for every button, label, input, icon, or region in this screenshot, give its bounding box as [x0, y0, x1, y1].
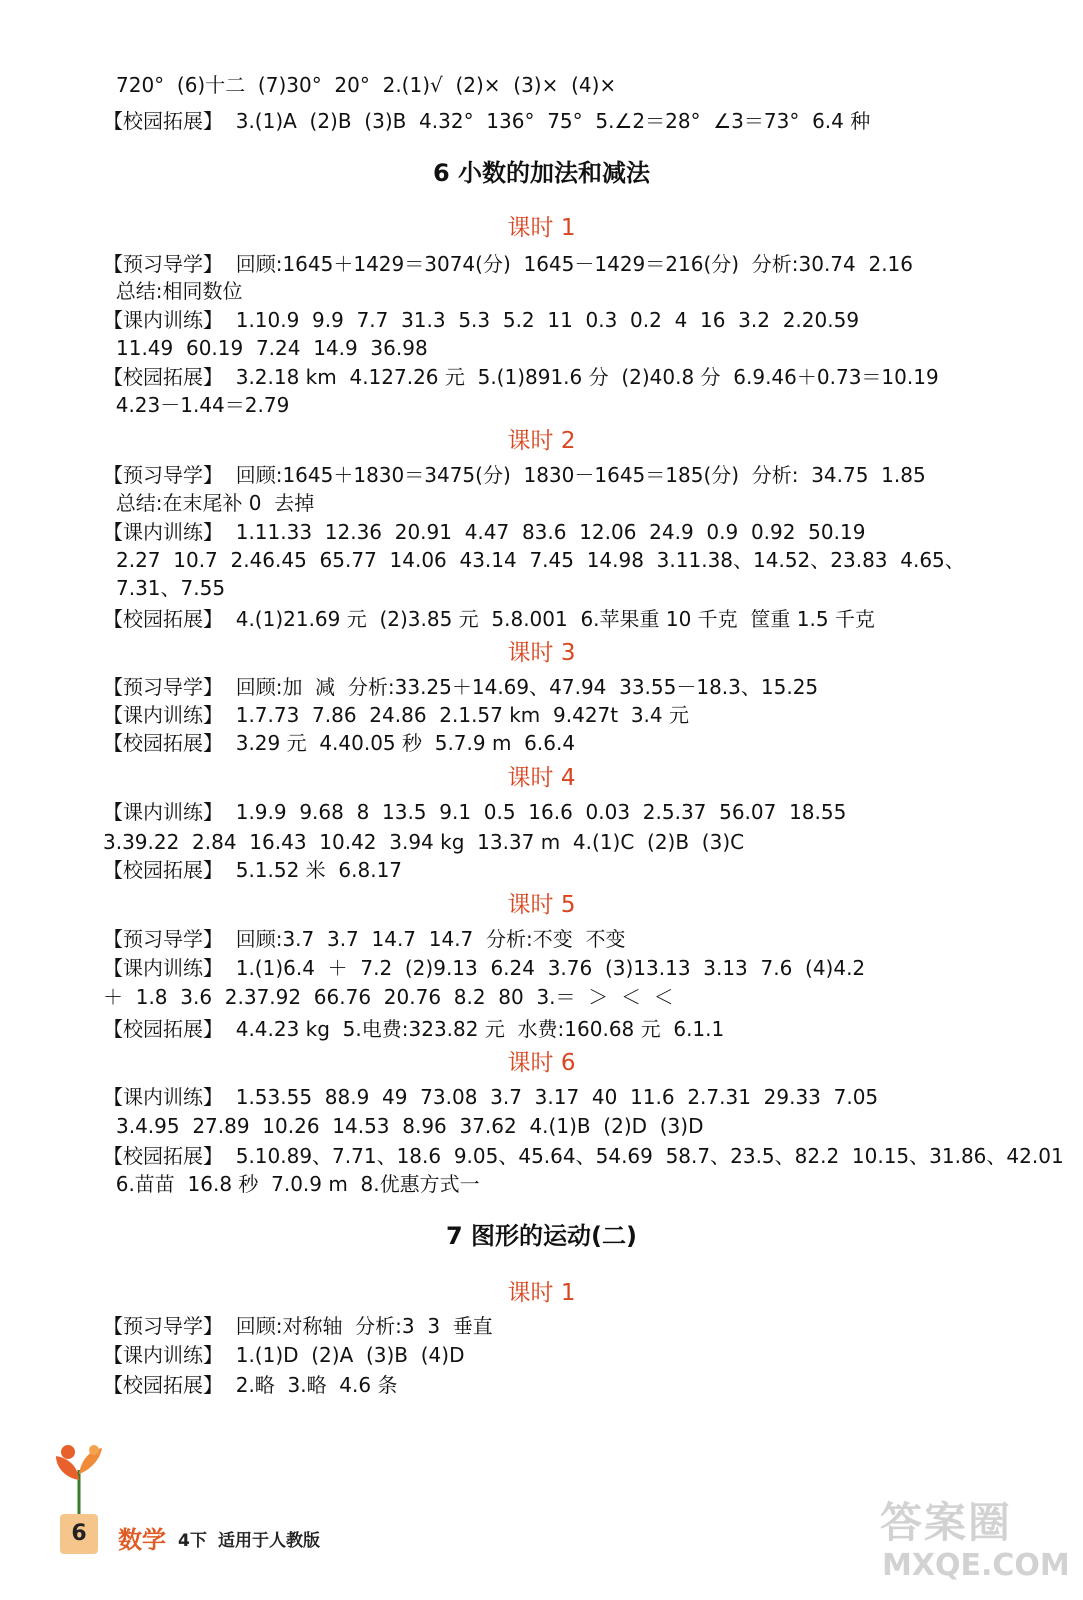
section-title: 7 图形的运动(二) [446, 1222, 637, 1250]
answer-line: 【校园拓展】 4.4.23 kg 5.电费:323.82 元 水费:160.68 元 6.1.1 [103, 1017, 725, 1041]
answer-line: 总结:相同数位 [103, 279, 243, 303]
answer-line: 【课内训练】 1.9.9 9.68 8 13.5 9.1 0.5 16.6 0.03 2.5.37 56.07 18.55 [103, 800, 847, 824]
answer-line: 7.31、7.55 [116, 576, 226, 600]
answer-line: 【预习导学】 回顾:对称轴 分析:3 3 垂直 [103, 1314, 493, 1338]
answer-line: 总结:在末尾补 0 去掉 [103, 491, 315, 515]
book-grade: 4下 [178, 1531, 207, 1551]
section-title: 6 小数的加法和减法 [432, 159, 651, 187]
answer-line: 【预习导学】 回顾:1645＋1830＝3475(分) 1830－1645＝185(分) 分析: 34.75 1.85 [103, 463, 926, 487]
sprout-icon [48, 1440, 110, 1518]
answer-line: 【校园拓展】 3.29 元 4.40.05 秒 5.7.9 m 6.6.4 [103, 731, 576, 755]
lesson-heading: 课时 6 [507, 1050, 576, 1076]
page-footer [0, 1440, 1083, 1600]
answer-line: 【预习导学】 回顾:加 减 分析:33.25＋14.69、47.94 33.55－18.3、15.25 [103, 675, 819, 699]
answer-line: 【课内训练】 1.(1)D (2)A (3)B (4)D [103, 1343, 465, 1367]
book-title: 数学 [118, 1526, 166, 1554]
lesson-heading: 课时 3 [507, 640, 576, 666]
answer-line: 【预习导学】 回顾:3.7 3.7 14.7 14.7 分析:不变 不变 [103, 927, 626, 951]
answer-line: 【课内训练】 1.10.9 9.9 7.7 31.3 5.3 5.2 11 0.3 0.2 4 16 3.2 2.20.59 [103, 308, 860, 332]
answer-line: 【校园拓展】 3.(1)A (2)B (3)B 4.32° 136° 75° 5.∠2＝28° ∠3＝73° 6.4 种 [103, 109, 871, 133]
answer-line: 【预习导学】 回顾:1645＋1429＝3074(分) 1645－1429＝216(分) 分析:30.74 2.16 [103, 252, 913, 276]
answer-line: 3.39.22 2.84 16.43 10.42 3.94 kg 13.37 m 4.(1)C (2)B (3)C [103, 830, 745, 854]
lesson-heading: 课时 1 [507, 1280, 576, 1306]
answer-line: 【课内训练】 1.53.55 88.9 49 73.08 3.7 3.17 40 11.6 2.7.31 29.33 7.05 [103, 1085, 879, 1109]
answer-line: 【校园拓展】 3.2.18 km 4.127.26 元 5.(1)891.6 分 (2)40.8 分 6.9.46＋0.73＝10.19 [103, 365, 939, 389]
lesson-heading: 课时 2 [507, 428, 576, 454]
answer-line: 【课内训练】 1.11.33 12.36 20.91 4.47 83.6 12.06 24.9 0.9 0.92 50.19 [103, 520, 866, 544]
answer-line: 【校园拓展】 5.10.89、7.71、18.6 9.05、45.64、54.69 58.7、23.5、82.2 10.15、31.86、42.01 [103, 1144, 1064, 1168]
answer-line: 2.27 10.7 2.46.45 65.77 14.06 43.14 7.45 14.98 3.11.38、14.52、23.83 4.65、 [116, 548, 965, 572]
answer-line: 【校园拓展】 2.略 3.略 4.6 条 [103, 1373, 398, 1397]
answer-line: 720° (6)十二 (7)30° 20° 2.(1)√ (2)× (3)× (4)× [116, 73, 617, 97]
answer-line: ＋ 1.8 3.6 2.37.92 66.76 20.76 8.2 80 3.＝ ＞ ＜ ＜ [103, 985, 674, 1009]
book-edition: 适用于人教版 [218, 1531, 320, 1551]
answer-line: 6.苗苗 16.8 秒 7.0.9 m 8.优惠方式一 [103, 1172, 480, 1196]
watermark-site: MXQE.COM [882, 1548, 1070, 1583]
answer-line: 【课内训练】 1.7.73 7.86 24.86 2.1.57 km 9.427t 3.4 元 [103, 703, 689, 727]
lesson-heading: 课时 4 [507, 765, 576, 791]
answer-line: 【课内训练】 1.(1)6.4 ＋ 7.2 (2)9.13 6.24 3.76 (3)13.13 3.13 7.6 (4)4.2 [103, 956, 866, 980]
watermark [880, 1490, 1070, 1590]
answer-line: 【校园拓展】 4.(1)21.69 元 (2)3.85 元 5.8.001 6.苹果重 10 千克 筐重 1.5 千克 [103, 607, 875, 631]
answer-line: 【校园拓展】 5.1.52 米 6.8.17 [103, 858, 403, 882]
answer-line: 3.4.95 27.89 10.26 14.53 8.96 37.62 4.(1)B (2)D (3)D [116, 1114, 704, 1138]
lesson-heading: 课时 5 [507, 892, 576, 918]
lesson-heading: 课时 1 [507, 215, 576, 241]
answer-line: 11.49 60.19 7.24 14.9 36.98 [116, 336, 428, 360]
page-number: 6 [60, 1514, 98, 1554]
answer-line: 4.23－1.44＝2.79 [103, 393, 290, 417]
watermark-text: 答案圈 [880, 1498, 1013, 1547]
